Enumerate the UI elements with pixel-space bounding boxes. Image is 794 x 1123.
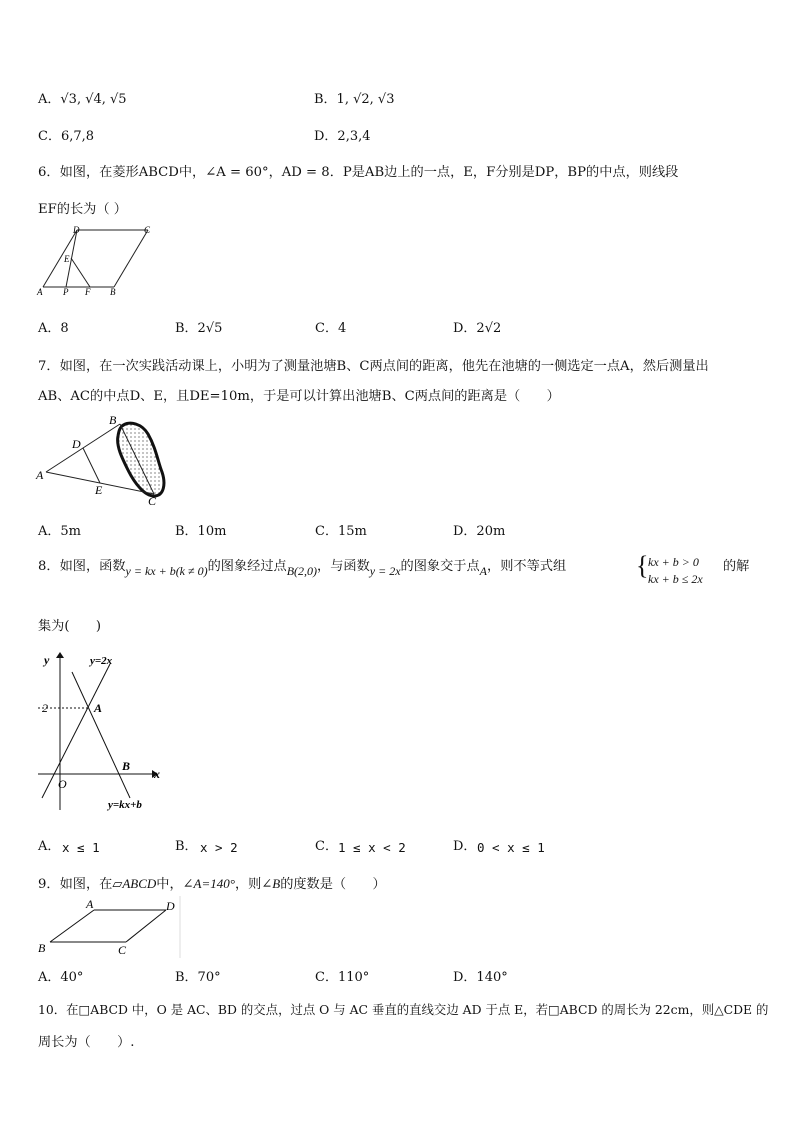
q7-label-b: B xyxy=(109,413,117,427)
q5-option-a: A．√3, √4, √5 xyxy=(38,92,127,107)
q8-axis-x-label: x xyxy=(154,767,160,781)
q9-text-pre: 9．如图，在 xyxy=(38,877,113,892)
q9-label-a: A xyxy=(86,897,94,911)
q8-graph xyxy=(34,650,166,812)
q9-text-mid: 中， xyxy=(156,877,183,892)
q6-option-a: A．8 xyxy=(38,321,69,336)
q9-label-d: D xyxy=(166,899,175,913)
q9-option-b: B．70° xyxy=(175,970,221,985)
q6-option-c: C．4 xyxy=(315,321,347,336)
q8-point-b: B(2,0) xyxy=(286,564,318,578)
q9-stem xyxy=(38,873,386,892)
q6-label-a: A xyxy=(37,287,43,297)
q9-angle-b: ∠B xyxy=(261,876,281,891)
q6-stem-line1: 6．如图，在菱形ABCD中，∠A = 60°，AD = 8．P是AB边上的一点，E，F分别是DP，BP的中点，则线段 xyxy=(38,165,679,180)
q8-function-2x: y = 2x xyxy=(369,564,401,578)
q6-rhombus-figure xyxy=(35,224,165,299)
q8-point-b-label: B xyxy=(122,759,131,773)
q8-option-a-label: A． xyxy=(38,839,61,854)
q7-pond-figure xyxy=(34,412,174,508)
q8-axis-y-label: y xyxy=(44,653,50,667)
q8-origin-label: O xyxy=(58,777,67,791)
q6-stem-line2: EF的长为（ ） xyxy=(38,202,127,217)
q10-stem-line1: 10．在□ABCD 中，O 是 AC、BD 的交点，过点 O 与 AC 垂直的直线交边 AD 于点 E，若□ABCD 的周长为 22cm，则△CDE 的 xyxy=(38,1002,769,1017)
q7-label-c: C xyxy=(148,494,157,508)
q9-option-c: C．110° xyxy=(315,970,370,985)
q8-stem-line2: 集为( ) xyxy=(38,619,102,634)
q7-label-a: A xyxy=(36,468,44,482)
q9-option-a: A．40° xyxy=(38,970,84,985)
q8-text-mid1: 的图象经过点 xyxy=(207,559,287,574)
q8-inequality-2: kx + b ≤ 2x xyxy=(648,572,703,586)
q7-stem-line2: AB、AC的中点D、E，且DE=10m，于是可以计算出池塘B、C两点间的距离是（ ） xyxy=(38,389,560,404)
q8-option-d-label: D． xyxy=(453,839,477,854)
q8-tick-2: 2 xyxy=(42,701,48,715)
q8-option-d: 0 < x ≤ 1 xyxy=(477,840,545,855)
q5-option-d: D．2,3,4 xyxy=(314,129,371,144)
q9-parallelogram-figure xyxy=(36,896,184,958)
q7-label-d: D xyxy=(72,437,81,451)
q9-text-post: 的度数是（ ） xyxy=(280,877,386,892)
q7-stem-line1: 7．如图，在一次实践活动课上，小明为了测量池塘B、C两点间的距离，他先在池塘的一侧选定一点A，然后测量出 xyxy=(38,359,709,374)
q9-label-b: B xyxy=(38,941,46,955)
q8-text-mid4: ，则不等式组 xyxy=(487,559,567,574)
q8-system-brace: { xyxy=(636,551,649,580)
q8-point-a: A xyxy=(479,564,488,578)
q6-option-b: B．2√5 xyxy=(175,321,223,336)
q8-text-post: 的解 xyxy=(723,559,750,574)
q6-label-b: B xyxy=(110,287,116,297)
q9-label-c: C xyxy=(118,943,127,957)
q5-option-c: C．6,7,8 xyxy=(38,129,95,144)
q8-option-c: 1 ≤ x < 2 xyxy=(338,840,406,855)
q6-label-e: E xyxy=(64,254,70,264)
q8-line-label-kxb: y=kx+b xyxy=(108,799,142,811)
q7-option-c: C．15m xyxy=(315,524,367,539)
q8-inequality-1: kx + b > 0 xyxy=(648,555,699,569)
q7-option-a: A．5m xyxy=(38,524,81,539)
q8-text-mid2: ，与函数 xyxy=(317,559,370,574)
q9-text-mid2: ，则 xyxy=(234,877,262,892)
q5-option-b: B．1, √2, √3 xyxy=(314,92,395,107)
q8-line-label-2x: y=2x xyxy=(90,655,113,667)
q6-label-p: P xyxy=(63,287,69,297)
q8-point-a-label: A xyxy=(94,701,103,715)
q8-text-pre: 8．如图，函数 xyxy=(38,559,126,574)
q8-option-b-label: B． xyxy=(175,839,198,854)
q6-option-d: D．2√2 xyxy=(453,321,502,336)
q6-label-f: F xyxy=(85,287,91,297)
q6-label-d: D xyxy=(73,225,80,235)
q8-option-c-label: C． xyxy=(315,839,338,854)
q7-option-d: D．20m xyxy=(453,524,506,539)
q8-text-mid3: 的图象交于点 xyxy=(400,559,480,574)
q6-label-c: C xyxy=(144,225,151,235)
q9-angle-a: ∠A=140° xyxy=(182,876,235,891)
q8-stem-line1 xyxy=(38,555,567,578)
q7-option-b: B．10m xyxy=(175,524,227,539)
q9-parallelogram: ▱ABCD xyxy=(112,876,157,891)
q7-label-e: E xyxy=(95,483,103,497)
q10-stem-line2: 周长为（ ）. xyxy=(38,1035,135,1050)
q9-option-d: D．140° xyxy=(453,970,508,985)
q8-function-kx-b: y = kx + b(k ≠ 0) xyxy=(125,564,208,578)
q8-option-b: x > 2 xyxy=(200,840,238,855)
q8-option-a: x ≤ 1 xyxy=(62,840,100,855)
